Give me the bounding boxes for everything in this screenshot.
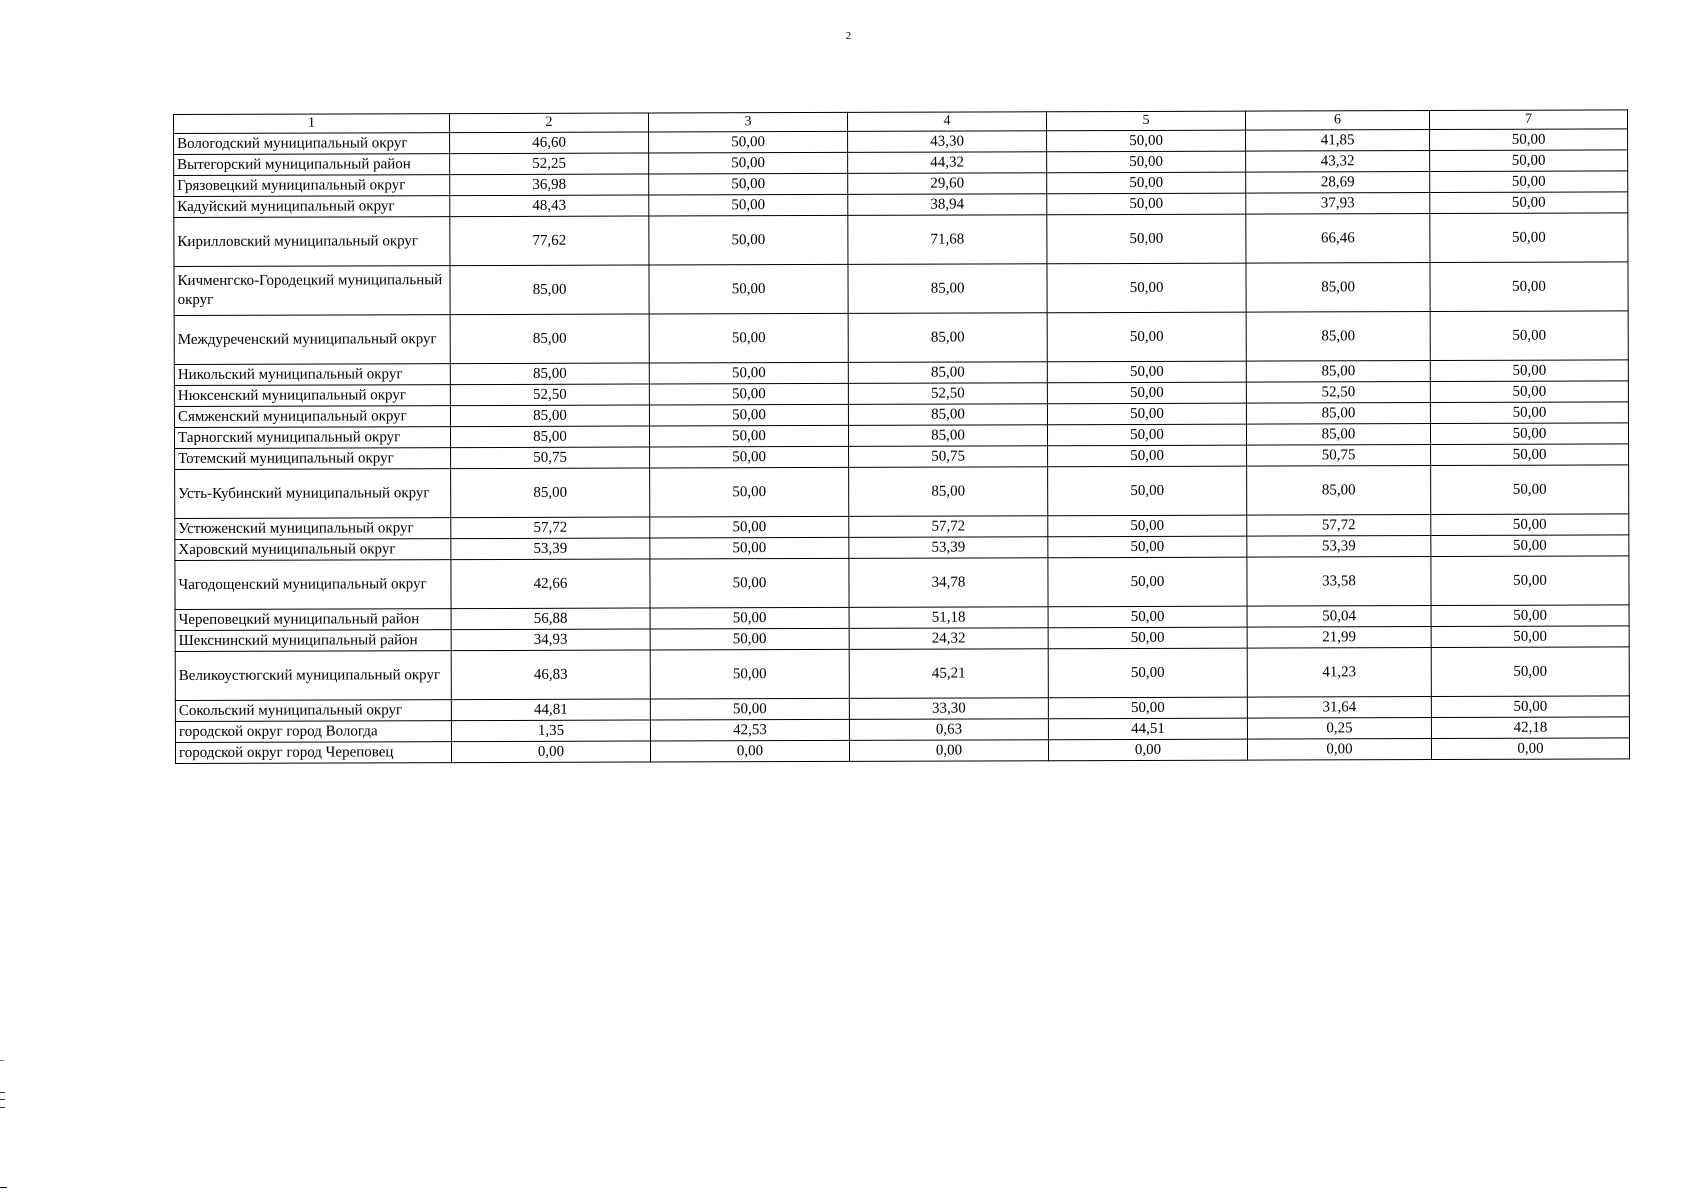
value-cell: 46,60 (450, 132, 649, 154)
value-cell: 50,00 (1047, 130, 1246, 152)
scan-mark (0, 1060, 4, 1061)
value-cell: 85,00 (450, 314, 649, 364)
table-row (174, 213, 1628, 267)
value-cell: 50,00 (1431, 444, 1629, 466)
municipality-name-cell: Междуреченский муниципальный округ (174, 315, 450, 365)
value-cell: 43,30 (848, 131, 1047, 153)
value-cell: 44,32 (848, 152, 1047, 174)
value-cell: 50,00 (650, 628, 849, 650)
value-cell: 50,00 (1431, 465, 1629, 515)
value-cell: 0,00 (650, 740, 849, 762)
municipality-name-cell: Тарногский муниципальный округ (174, 427, 450, 449)
municipality-name-cell: Чагодощенский муниципальный округ (175, 560, 451, 610)
value-cell: 0,00 (849, 740, 1048, 762)
value-cell: 71,68 (848, 215, 1047, 265)
municipality-name-cell: Кадуйский муниципальный округ (174, 196, 450, 218)
value-cell: 0,00 (1048, 739, 1247, 761)
municipality-name-cell: Устюженский муниципальный округ (175, 518, 451, 540)
value-cell: 50,00 (650, 516, 849, 538)
value-cell: 50,00 (1430, 360, 1628, 382)
value-cell: 50,75 (451, 447, 650, 469)
municipality-name-cell: Вытегорский муниципальный район (174, 154, 450, 176)
value-cell: 50,00 (1430, 262, 1628, 312)
value-cell: 50,00 (1048, 536, 1247, 558)
column-header: 5 (1046, 111, 1245, 131)
value-cell: 50,00 (649, 404, 848, 426)
value-cell: 53,39 (1247, 536, 1431, 558)
table-body (174, 110, 1630, 764)
value-cell: 50,00 (649, 215, 848, 265)
value-cell: 50,00 (1048, 557, 1247, 607)
value-cell: 85,00 (848, 425, 1047, 447)
value-cell: 50,00 (1431, 605, 1629, 627)
value-cell: 36,98 (450, 174, 649, 196)
value-cell: 85,00 (1246, 312, 1430, 362)
municipality-name-cell: Кичменгско-Городецкий муниципальный округ (174, 266, 450, 316)
value-cell: 50,00 (650, 467, 849, 517)
value-cell: 85,00 (848, 362, 1047, 384)
value-cell: 50,00 (649, 264, 848, 314)
value-cell: 50,00 (1047, 403, 1246, 425)
page-number: 2 (845, 30, 852, 42)
value-cell: 43,32 (1246, 151, 1430, 173)
value-cell: 66,46 (1246, 214, 1430, 264)
value-cell: 85,00 (450, 265, 649, 315)
value-cell: 42,66 (451, 559, 650, 609)
value-cell: 50,00 (1048, 627, 1247, 649)
value-cell: 85,00 (848, 313, 1047, 363)
value-cell: 50,00 (650, 446, 849, 468)
value-cell: 50,00 (1047, 214, 1246, 264)
value-cell: 50,00 (1430, 192, 1628, 214)
value-cell: 50,00 (1047, 312, 1246, 362)
table-wrapper (173, 109, 1629, 764)
municipality-name-cell: Грязовецкий муниципальный округ (174, 175, 450, 197)
value-cell: 28,69 (1246, 172, 1430, 194)
data-table (173, 109, 1630, 764)
municipality-name-cell: городской округ город Череповец (175, 742, 451, 764)
column-header: 7 (1429, 110, 1627, 130)
value-cell: 50,00 (1047, 382, 1246, 404)
value-cell: 50,00 (1048, 466, 1247, 516)
column-header: 4 (847, 112, 1046, 132)
municipality-name-cell: Сокольский муниципальный округ (175, 700, 451, 722)
value-cell: 50,00 (650, 558, 849, 608)
municipality-name-cell: Тотемский муниципальный округ (175, 448, 451, 470)
value-cell: 85,00 (1246, 424, 1430, 446)
value-cell: 50,00 (649, 425, 848, 447)
value-cell: 50,00 (1048, 445, 1247, 467)
value-cell: 50,00 (1430, 171, 1628, 193)
value-cell: 50,00 (1431, 535, 1629, 557)
table-row (174, 311, 1628, 365)
value-cell: 50,75 (1247, 445, 1431, 467)
value-cell: 85,00 (1246, 361, 1430, 383)
value-cell: 34,93 (451, 629, 650, 651)
value-cell: 50,00 (1047, 193, 1246, 215)
value-cell: 50,00 (1430, 213, 1628, 263)
value-cell: 50,00 (1047, 424, 1246, 446)
value-cell: 0,00 (1247, 739, 1431, 761)
value-cell: 31,64 (1247, 697, 1431, 719)
column-header: 6 (1245, 111, 1429, 131)
value-cell: 21,99 (1247, 627, 1431, 649)
value-cell: 1,35 (451, 720, 650, 742)
value-cell: 50,00 (649, 383, 848, 405)
value-cell: 46,83 (451, 650, 650, 700)
value-cell: 85,00 (1246, 403, 1430, 425)
municipality-name-cell: Шекснинский муниципальный район (175, 630, 451, 652)
value-cell: 50,00 (1430, 311, 1628, 361)
value-cell: 44,81 (451, 699, 650, 721)
value-cell: 50,00 (649, 313, 848, 363)
value-cell: 52,50 (450, 384, 649, 406)
value-cell: 50,00 (1048, 648, 1247, 698)
value-cell: 85,00 (451, 468, 650, 518)
value-cell: 50,00 (650, 698, 849, 720)
value-cell: 50,00 (1431, 514, 1629, 536)
value-cell: 41,85 (1246, 130, 1430, 152)
value-cell: 53,39 (451, 538, 650, 560)
value-cell: 50,00 (649, 173, 848, 195)
value-cell: 50,04 (1247, 606, 1431, 628)
value-cell: 52,50 (848, 383, 1047, 405)
value-cell: 50,75 (849, 446, 1048, 468)
value-cell: 57,72 (451, 517, 650, 539)
value-cell: 85,00 (848, 404, 1047, 426)
value-cell: 50,00 (1431, 696, 1629, 718)
value-cell: 41,23 (1247, 648, 1431, 698)
table-row (175, 738, 1629, 764)
municipality-name-cell: Нюксенский муниципальный округ (174, 385, 450, 407)
value-cell: 50,00 (1047, 151, 1246, 173)
municipality-name-cell: Сямженский муниципальный округ (174, 406, 450, 428)
value-cell: 85,00 (450, 405, 649, 427)
value-cell: 33,30 (849, 698, 1048, 720)
municipality-name-cell: Череповецкий муниципальный район (175, 609, 451, 631)
column-header: 2 (450, 113, 649, 133)
scan-mark (0, 1092, 5, 1108)
value-cell: 45,21 (849, 649, 1048, 699)
value-cell: 42,18 (1431, 717, 1629, 739)
value-cell: 50,00 (649, 152, 848, 174)
value-cell: 50,00 (650, 649, 849, 699)
value-cell: 50,00 (1047, 361, 1246, 383)
value-cell: 0,25 (1247, 718, 1431, 740)
value-cell: 50,00 (649, 131, 848, 153)
value-cell: 34,78 (849, 558, 1048, 608)
value-cell: 37,93 (1246, 193, 1430, 215)
value-cell: 57,72 (849, 516, 1048, 538)
municipality-name-cell: Кирилловский муниципальный округ (174, 217, 450, 267)
value-cell: 50,00 (1048, 515, 1247, 537)
value-cell: 53,39 (849, 537, 1048, 559)
value-cell: 50,00 (650, 607, 849, 629)
value-cell: 85,00 (848, 264, 1047, 314)
value-cell: 48,43 (450, 195, 649, 217)
column-header: 3 (648, 112, 847, 132)
value-cell: 50,00 (1430, 402, 1628, 424)
column-header: 1 (174, 114, 450, 134)
value-cell: 50,00 (649, 362, 848, 384)
value-cell: 57,72 (1247, 515, 1431, 537)
municipality-name-cell: Усть-Кубинский муниципальный округ (175, 469, 451, 519)
value-cell: 0,00 (451, 741, 650, 763)
value-cell: 51,18 (849, 607, 1048, 629)
municipality-name-cell: Никольский муниципальный округ (174, 364, 450, 386)
value-cell: 50,00 (1047, 172, 1246, 194)
value-cell: 50,00 (649, 194, 848, 216)
table-row (175, 647, 1629, 701)
value-cell: 0,63 (849, 719, 1048, 741)
value-cell: 85,00 (849, 467, 1048, 517)
value-cell: 85,00 (450, 426, 649, 448)
value-cell: 50,00 (650, 537, 849, 559)
value-cell: 50,00 (1048, 697, 1247, 719)
value-cell: 77,62 (450, 216, 649, 266)
value-cell: 50,00 (1430, 129, 1628, 151)
value-cell: 52,50 (1246, 382, 1430, 404)
value-cell: 50,00 (1431, 647, 1629, 697)
table-row (175, 556, 1629, 610)
value-cell: 50,00 (1430, 150, 1628, 172)
value-cell: 42,53 (650, 719, 849, 741)
value-cell: 38,94 (848, 194, 1047, 216)
value-cell: 50,00 (1047, 263, 1246, 313)
value-cell: 33,58 (1247, 557, 1431, 607)
value-cell: 50,00 (1431, 626, 1629, 648)
value-cell: 85,00 (1246, 263, 1430, 313)
municipality-name-cell: Великоустюгский муниципальный округ (175, 651, 451, 701)
value-cell: 0,00 (1431, 738, 1629, 760)
municipality-name-cell: городской округ город Вологда (175, 721, 451, 743)
value-cell: 24,32 (849, 628, 1048, 650)
value-cell: 29,60 (848, 173, 1047, 195)
value-cell: 50,00 (1048, 606, 1247, 628)
municipality-name-cell: Харовский муниципальный округ (175, 539, 451, 561)
table-row (175, 465, 1629, 519)
municipality-name-cell: Вологодский муниципальный округ (174, 133, 450, 155)
table-row (174, 262, 1628, 316)
value-cell: 44,51 (1048, 718, 1247, 740)
value-cell: 50,00 (1431, 556, 1629, 606)
value-cell: 50,00 (1430, 381, 1628, 403)
value-cell: 85,00 (450, 363, 649, 385)
value-cell: 50,00 (1430, 423, 1628, 445)
scan-mark (0, 1187, 7, 1188)
value-cell: 56,88 (451, 608, 650, 630)
value-cell: 85,00 (1247, 466, 1431, 516)
value-cell: 52,25 (450, 153, 649, 175)
